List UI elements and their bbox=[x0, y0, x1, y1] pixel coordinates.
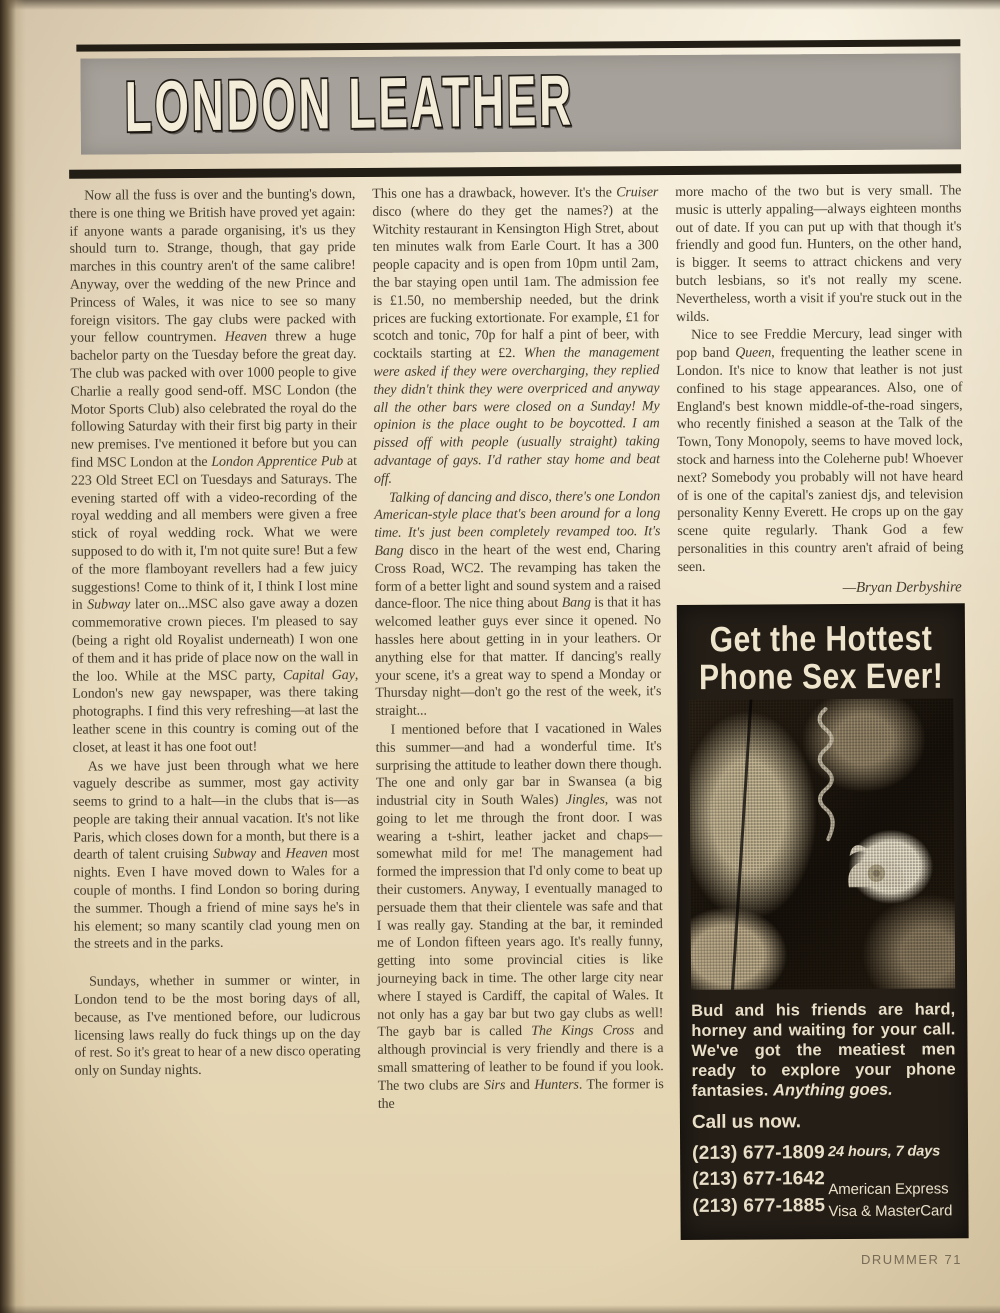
page-footer: DRUMMER 71 bbox=[861, 1252, 962, 1267]
text-segment: at 223 Old Street ECl on Tuesdays and Saturays. The evening started off with a video-recording of the royal wedding and all members were given a free stick of royal wedding rock. What we were supposed to do with it, I'm not quite sure! But a few of the more flamboyant revellers had a few juicy suggestions! Come to think of it, I think I lost mine in bbox=[70, 453, 358, 614]
text-segment: This one has a drawback, however. It's the bbox=[372, 185, 617, 202]
page-content bbox=[68, 39, 967, 1242]
page-bottom-shadow bbox=[0, 1305, 1000, 1313]
text-segment: Now all the fuss is over and the bunting's down, there is one thing we British have proved yet again: if anyone wants a parade organising, it's us they should turn to. Strange, though, that gay pride marches in this country aren't of the same calibre! Anyway, over the wedding of the new Prince and Princess of Wales, it was nice to see so many foreign visitors. The gay clubs were packed with your fellow countrymen. bbox=[69, 186, 357, 347]
ad-halftone-photo bbox=[689, 698, 955, 990]
byline: —Bryan Derbyshire bbox=[842, 578, 962, 596]
ad-phone-number: (213) 677-1885 bbox=[692, 1195, 826, 1217]
text-segment: later on...MSC also gave away a dozen commemorative crown pieces. I'm pleased to say (being a right old Royalist underneath) I won one of them and it has pride of place now on the wall in the loo. While at the MSC party, bbox=[71, 596, 359, 685]
text-segment: more macho of the two but is very small. The music is utterly appaling—always eighteen months out of date. If you can put up with that though it's friendly and good fun. Hunters, on the other hand, is bigger. It seems to attract chickens and very butch lesbians, so it's not really my scene. Nevertheless, worth a visit if you're stuck out in the wilds. bbox=[675, 183, 962, 325]
article-column-3 bbox=[675, 182, 967, 1238]
rotary-phone-icon bbox=[830, 820, 922, 894]
italic-text-segment: Bang bbox=[374, 543, 404, 559]
ad-hours: 24 hours, 7 days bbox=[828, 1143, 941, 1160]
italic-text-segment: Talking of dancing and disco, there's one London American-style place that's been around for a long time. It's just been completely revamped too. It's bbox=[374, 488, 661, 542]
article-paragraph bbox=[372, 184, 660, 488]
header-rule-top bbox=[76, 39, 960, 51]
text-segment: As we have just been through what we here vaguely describe as summer, most gay activity seems to grind to a halt—in the clubs that is—as people are taking their annual vacation. It's not like Paris, which closes down for a month, but there is a dearth of talent cruising bbox=[72, 757, 360, 864]
italic-text-segment: When the management were asked if they were overcharging, they replied they didn't think they were overpriced and anyway all the other bars were closed on a Sunday! My opinion is the place ought to be boycotted. I am pissed off with people (usually straight) taking advantage of gays. I'd rather stay home and beat off. bbox=[373, 345, 660, 487]
text-segment: is that it has welcomed leather guys ever since it opened. No hassles here about getting in in your leathers. Or anything else for that matter. If dancing's really your scene, it's a great way to spend a Monday or Thursday night—don't go the rest of the week, it's straight... bbox=[374, 595, 662, 719]
text-segment: , London's new gay newspaper, was there taking photographs. I find this very refreshing—at last the leather scene in this country is coming out of the closet, at least it has one foot out! bbox=[72, 667, 359, 756]
ad-body-regular: Bud and his friends are hard, horney and waiting for your call. We've got the meatiest men ready to explore your phone fantasies. bbox=[691, 1000, 956, 1100]
ad-phone-list bbox=[692, 1140, 825, 1225]
article-paragraph bbox=[676, 326, 964, 577]
italic-text-segment: Jingles bbox=[565, 792, 605, 808]
article-paragraph bbox=[69, 186, 358, 757]
title-banner bbox=[80, 53, 961, 154]
text-segment: , was not going to let me through the front door. I was wearing a t-shirt, leather jacket and chaps—somewhat mild for me! The management had formed the impression that I'd only come to beat up their customers. Anyway, I eventually managed to persuade them that their clientele was safe and that I was really gay. Standing at the bar, it reminded me of London fifteen years ago. It's really funny, getting into some provincial cities is like journeying back in time. The other large city near where I stayed is Cardiff, the capital of Wales. It not only has a gay bar but two gay clubs as well! The gayb bar is called bbox=[376, 792, 664, 1041]
italic-text-segment: Heaven bbox=[224, 329, 267, 346]
italic-text-segment: Heaven bbox=[285, 846, 328, 862]
italic-text-segment: Queen bbox=[735, 345, 772, 361]
italic-text-segment: Capital Gay bbox=[282, 667, 355, 683]
article-column-1 bbox=[69, 186, 361, 1242]
stand-pole bbox=[731, 698, 753, 990]
page-top-shadow bbox=[0, 0, 1000, 10]
ad-headline-line1: Get the Hottest bbox=[709, 619, 933, 660]
article-header bbox=[68, 39, 961, 178]
article-title: LONDON LEATHER bbox=[124, 59, 575, 147]
italic-text-segment: Subway bbox=[87, 597, 131, 613]
italic-text-segment: Hunters bbox=[534, 1077, 579, 1093]
page-spine-shadow bbox=[0, 0, 26, 1313]
text-segment: . The former is the bbox=[377, 1076, 664, 1112]
article-paragraph bbox=[375, 720, 663, 1113]
text-segment: , frequenting the leather scene in London. It's nice to know that leather is not just confined to his stage appearances. Also, one of England's best known middle-of-the-road singers, who recently finished a season at the Talk of the Town, Tony Monopoly, seems to have moved lock, stock and harness into the Coleherne pub! Whoever next? Somebody you probably will not have heard of is one of the capital's zaniest djs, and television personality Kenny Everett. He crops up on the gay scene quite regularly. Thank God a few personalities in this country aren't afraid of being seen. bbox=[676, 344, 964, 575]
text-segment: and bbox=[505, 1077, 535, 1093]
text-segment: and bbox=[255, 846, 286, 863]
article-paragraph bbox=[374, 488, 661, 721]
ad-call-to-action: Call us now. bbox=[691, 1111, 801, 1133]
italic-text-segment: Subway bbox=[213, 847, 257, 863]
italic-text-segment: Sirs bbox=[483, 1077, 506, 1094]
article-columns bbox=[69, 182, 967, 1242]
ad-headline-line2: Phone Sex Ever! bbox=[698, 657, 944, 698]
article-paragraph bbox=[74, 972, 361, 1081]
text-segment: and although provincial is very friendly and there is a small smattering of leather to be found if you look. The two clubs are bbox=[377, 1023, 664, 1094]
text-segment: Sundays, whether in summer or winter, in London tend to be the most boring days of all, because, as I've mentioned before, our ludicrous licensing laws really do fuck things up on the day of rest. So it's great to hear of a new disco operating only on Sunday nights. bbox=[74, 973, 361, 1079]
ad-payment-amex: American Express bbox=[828, 1179, 949, 1198]
ad-contact-block bbox=[692, 1139, 957, 1224]
text-segment: Nice to see Freddie Mercury, lead singer with pop band bbox=[676, 326, 963, 362]
italic-text-segment: The Kings Cross bbox=[531, 1023, 635, 1040]
text-segment: most nights. Even I have moved down to Wales for a couple of months. I find London so boring during the summer. Though a friend of mine says he's in his element; so many scantily clad young men on the streets and in the parks. bbox=[73, 846, 360, 953]
phone-sex-ad bbox=[678, 605, 968, 1239]
ad-meta bbox=[828, 1139, 957, 1224]
text-segment: disco in the heart of the west end, Charing Cross Road, WC2. The revamping has taken the form of a better light and sound system and a raised dance-floor. The nice thing about bbox=[374, 542, 661, 613]
ad-body-text bbox=[691, 999, 956, 1101]
ad-payment-visa: Visa & MasterCard bbox=[828, 1202, 953, 1221]
ad-phone-number: (213) 677-1809 bbox=[692, 1141, 825, 1164]
ad-headline bbox=[689, 621, 953, 698]
header-rule-bottom bbox=[69, 164, 961, 178]
article-column-2 bbox=[372, 184, 664, 1240]
ad-phone-number: (213) 677-1642 bbox=[692, 1168, 826, 1191]
ad-body-italic: Anything goes. bbox=[772, 1080, 893, 1100]
text-segment: I mentioned before that I vacationed in Wales this summer—and had a wonderful time. It's surprising the attitude to leather down there though. The one and only gar bar in Swansea (a big industrial city in South Wales) bbox=[375, 721, 662, 809]
italic-text-segment: Cruiser bbox=[616, 185, 659, 201]
text-segment: disco (where do they get the names?) at the Witchity restaurant in Kensington High Stret, about ten minutes walk from Earle Court. It has a 300 people capacity and is open from 10pm until 2am, the bar staying open until 1am. The admission fee is £1.50, no membership needed, but the drink prices are fucking extortionate. For example, £1 for scotch and tonic, 70p for half a pint of beer, with cocktails starting at £2. bbox=[372, 202, 660, 363]
text-segment: threw a huge bachelor party on the Tuesday before the great day. The club was packed with over 1000 people to give Charlie a really good send-off. MSC London (the Motor Sports Club) also celebrated the royal do the following Saturday with their first big party in their new premises. I've mentioned it before but you can find MSC London at the bbox=[70, 329, 357, 471]
italic-text-segment: Bang bbox=[561, 595, 591, 612]
article-paragraph bbox=[675, 182, 962, 326]
article-paragraph bbox=[73, 756, 360, 954]
italic-text-segment: London Apprentice Pub bbox=[211, 454, 344, 470]
article-column-3-text bbox=[675, 182, 963, 576]
